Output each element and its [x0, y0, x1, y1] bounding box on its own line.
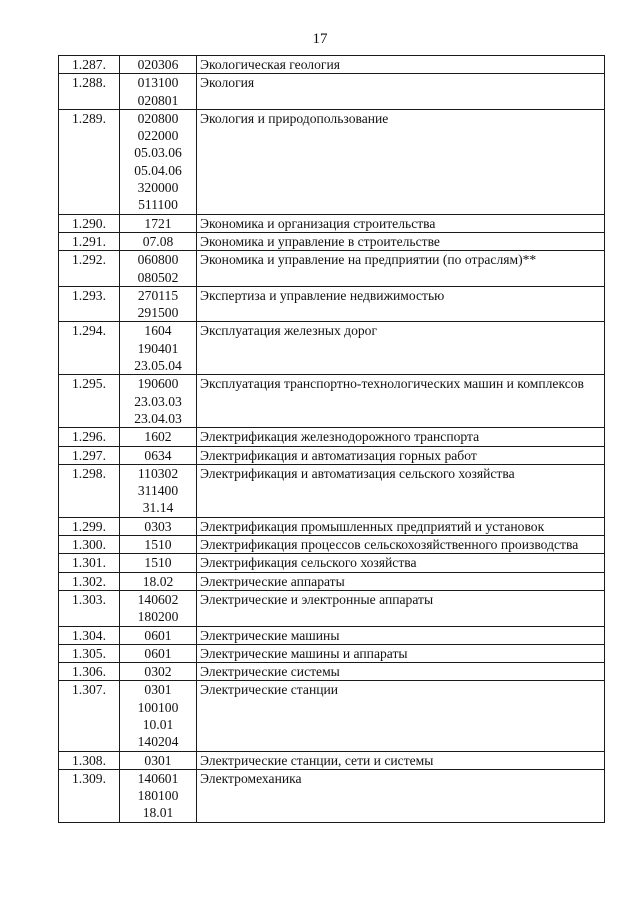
table-row: [59, 251, 605, 287]
table-row: [59, 446, 605, 464]
specialty-name: Эксплуатация железных дорог: [197, 322, 605, 375]
row-number: 1.298.: [59, 464, 120, 517]
row-number: 1.288.: [59, 74, 120, 110]
specialty-codes: [120, 517, 197, 535]
specialty-code: 022000: [137, 128, 179, 144]
row-number: 1.307.: [59, 681, 120, 751]
table-row: [59, 663, 605, 681]
table-row: [59, 56, 605, 74]
specialty-name: Электрификация и автоматизация горных работ: [197, 446, 605, 464]
table-row: [59, 109, 605, 214]
table-row: [59, 322, 605, 375]
specialty-code: 10.01: [142, 716, 174, 732]
specialties-table: [58, 55, 605, 823]
specialty-name: Экономика и организация строительства: [197, 214, 605, 232]
specialty-codes: [120, 446, 197, 464]
specialty-name: Электрификация процессов сельскохозяйственного производства: [197, 536, 605, 554]
specialty-code: 020801: [137, 92, 179, 108]
row-number: 1.306.: [59, 663, 120, 681]
specialty-code: 07.08: [142, 233, 174, 249]
specialty-code: 18.02: [142, 573, 174, 589]
table-row: [59, 572, 605, 590]
specialty-name: Экономика и управление в строительстве: [197, 232, 605, 250]
row-number: 1.304.: [59, 626, 120, 644]
specialty-code: 0601: [144, 645, 172, 661]
specialty-name: Электрификация железнодорожного транспорта: [197, 428, 605, 446]
table-body: [59, 56, 605, 823]
specialty-name: Экономика и управление на предприятии (по отраслям)**: [197, 251, 605, 287]
specialty-code: 110302: [137, 465, 179, 481]
specialty-code: 140204: [137, 734, 179, 750]
row-number: 1.305.: [59, 644, 120, 662]
specialty-code: 020306: [137, 57, 179, 72]
table-row: [59, 74, 605, 110]
specialty-code: 060800: [137, 252, 179, 268]
specialty-code: 140602: [137, 591, 179, 607]
specialty-code: 180100: [137, 788, 179, 804]
specialty-code: 270115: [137, 287, 179, 303]
specialty-codes: [120, 464, 197, 517]
specialty-code: 23.03.03: [134, 393, 182, 409]
specialty-code: 140601: [137, 770, 179, 786]
specialty-codes: [120, 590, 197, 626]
row-number: 1.302.: [59, 572, 120, 590]
specialty-code: 311400: [137, 483, 179, 499]
row-number: 1.292.: [59, 251, 120, 287]
specialty-name: Электрификация и автоматизация сельского хозяйства: [197, 464, 605, 517]
specialty-code: 05.04.06: [134, 162, 182, 178]
specialty-name: Эксплуатация транспортно-технологических машин и комплексов: [197, 375, 605, 428]
row-number: 1.301.: [59, 554, 120, 572]
specialty-code: 0302: [144, 664, 172, 680]
page-number: 17: [312, 31, 328, 47]
specialty-name: Экспертиза и управление недвижимостью: [197, 286, 605, 322]
specialty-name: Электрические системы: [197, 663, 605, 681]
specialty-code: 18.01: [142, 805, 174, 821]
row-number: 1.295.: [59, 375, 120, 428]
specialty-codes: [120, 572, 197, 590]
specialty-codes: [120, 554, 197, 572]
row-number: 1.308.: [59, 751, 120, 769]
specialty-code: 1510: [144, 537, 172, 553]
table-row: [59, 681, 605, 751]
specialty-codes: [120, 74, 197, 110]
specialty-code: 23.05.04: [134, 358, 182, 374]
specialty-code: 1510: [144, 555, 172, 571]
specialty-codes: [120, 375, 197, 428]
specialty-name: Электрические станции, сети и системы: [197, 751, 605, 769]
row-number: 1.309.: [59, 769, 120, 822]
specialty-codes: [120, 536, 197, 554]
table-row: [59, 286, 605, 322]
specialty-code: 100100: [137, 699, 179, 715]
row-number: 1.297.: [59, 446, 120, 464]
specialty-codes: [120, 56, 197, 74]
row-number: 1.290.: [59, 214, 120, 232]
specialty-name: Электрификация промышленных предприятий и установок: [197, 517, 605, 535]
specialty-codes: [120, 626, 197, 644]
specialty-code: 1721: [144, 215, 172, 231]
specialty-name: Электрические машины и аппараты: [197, 644, 605, 662]
specialty-codes: [120, 428, 197, 446]
specialty-code: 013100: [137, 75, 179, 91]
specialty-codes: [120, 322, 197, 375]
row-number: 1.299.: [59, 517, 120, 535]
specialty-codes: [120, 769, 197, 822]
specialty-code: 0301: [144, 682, 172, 698]
table-row: [59, 751, 605, 769]
specialty-code: 0303: [144, 518, 172, 534]
row-number: 1.289.: [59, 109, 120, 214]
specialty-codes: [120, 681, 197, 751]
specialty-codes: [120, 251, 197, 287]
specialty-code: 190401: [137, 340, 179, 356]
specialty-name: Экология: [197, 74, 605, 110]
row-number: 1.291.: [59, 232, 120, 250]
specialty-name: Экологическая геология: [197, 56, 605, 74]
specialty-name: Электрические и электронные аппараты: [197, 590, 605, 626]
row-number: 1.287.: [59, 56, 120, 74]
specialty-code: 291500: [137, 305, 179, 321]
table-row: [59, 428, 605, 446]
table-row: [59, 214, 605, 232]
table-row: [59, 590, 605, 626]
table-row: [59, 626, 605, 644]
specialty-code: 190600: [137, 376, 179, 392]
specialty-code: 020800: [137, 110, 179, 126]
specialty-code: 0601: [144, 627, 172, 643]
specialty-code: 080502: [137, 269, 179, 285]
specialty-codes: [120, 286, 197, 322]
specialty-code: 320000: [137, 180, 179, 196]
table-row: [59, 517, 605, 535]
specialty-code: 511100: [138, 197, 178, 213]
table-row: [59, 536, 605, 554]
table-row: [59, 554, 605, 572]
specialty-code: 0634: [144, 447, 172, 463]
row-number: 1.293.: [59, 286, 120, 322]
specialty-codes: [120, 644, 197, 662]
table-row: [59, 232, 605, 250]
specialty-codes: [120, 232, 197, 250]
specialty-name: Экология и природопользование: [197, 109, 605, 214]
specialty-code: 05.03.06: [134, 145, 182, 161]
specialty-code: 31.14: [142, 500, 174, 516]
specialty-name: Электромеханика: [197, 769, 605, 822]
table-row: [59, 644, 605, 662]
row-number: 1.294.: [59, 322, 120, 375]
specialty-code: 1602: [144, 429, 172, 445]
specialty-name: Электрические аппараты: [197, 572, 605, 590]
specialty-codes: [120, 214, 197, 232]
specialty-codes: [120, 751, 197, 769]
row-number: 1.300.: [59, 536, 120, 554]
specialty-code: 1604: [144, 323, 172, 339]
table-row: [59, 769, 605, 822]
specialty-code: 180200: [137, 609, 179, 625]
row-number: 1.296.: [59, 428, 120, 446]
specialty-name: Электрические станции: [197, 681, 605, 751]
specialty-codes: [120, 663, 197, 681]
row-number: 1.303.: [59, 590, 120, 626]
specialty-code: 23.04.03: [134, 410, 182, 426]
table-row: [59, 375, 605, 428]
table-row: [59, 464, 605, 517]
specialty-name: Электрические машины: [197, 626, 605, 644]
specialty-codes: [120, 109, 197, 214]
specialty-code: 0301: [144, 752, 172, 768]
specialty-name: Электрификация сельского хозяйства: [197, 554, 605, 572]
